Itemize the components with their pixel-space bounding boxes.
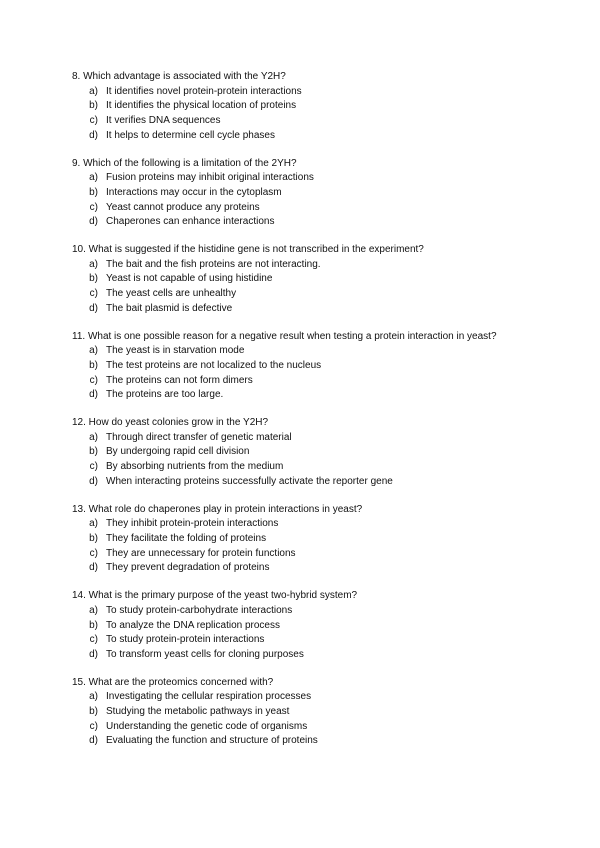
option-letter: c) bbox=[89, 201, 98, 213]
option-text: To study protein-carbohydrate interactions bbox=[106, 604, 293, 616]
answer-options bbox=[72, 171, 532, 230]
option-letter: d) bbox=[89, 302, 98, 314]
option-text: The bait and the fish proteins are not interacting. bbox=[106, 258, 321, 270]
option-text: Understanding the genetic code of organisms bbox=[106, 720, 308, 732]
answer-option bbox=[72, 604, 532, 619]
option-text: The yeast cells are unhealthy bbox=[106, 288, 237, 300]
question-text: 15. What are the proteomics concerned with? bbox=[72, 676, 274, 688]
answer-option bbox=[72, 302, 532, 317]
option-letter: d) bbox=[89, 735, 98, 747]
question-text: 10. What is suggested if the histidine gene is not transcribed in the experiment? bbox=[72, 244, 424, 256]
option-letter: d) bbox=[89, 648, 98, 660]
answer-options bbox=[72, 604, 532, 663]
answer-option bbox=[72, 171, 532, 186]
option-letter: b) bbox=[89, 532, 98, 544]
answer-option bbox=[72, 460, 532, 475]
option-text: Fusion proteins may inhibit original interactions bbox=[106, 172, 314, 184]
answer-option bbox=[72, 85, 532, 100]
option-text: It identifies novel protein-protein interactions bbox=[106, 85, 302, 97]
answer-option bbox=[72, 445, 532, 460]
option-letter: c) bbox=[89, 288, 98, 300]
answer-option bbox=[72, 374, 532, 389]
answer-options bbox=[72, 258, 532, 317]
option-letter: d) bbox=[89, 129, 98, 141]
question-text: 12. How do yeast colonies grow in the Y2H? bbox=[72, 417, 269, 429]
answer-option bbox=[72, 114, 532, 129]
option-letter: b) bbox=[89, 100, 98, 112]
option-letter: a) bbox=[89, 85, 98, 97]
option-letter: d) bbox=[89, 475, 98, 487]
answer-option bbox=[72, 186, 532, 201]
question-block bbox=[72, 330, 532, 404]
question-text: 13. What role do chaperones play in protein interactions in yeast? bbox=[72, 503, 363, 515]
option-text: To analyze the DNA replication process bbox=[106, 619, 280, 631]
option-letter: a) bbox=[89, 258, 98, 270]
option-text: They facilitate the folding of proteins bbox=[106, 532, 267, 544]
option-text: The yeast is in starvation mode bbox=[106, 345, 245, 357]
answer-option bbox=[72, 532, 532, 547]
option-text: Yeast is not capable of using histidine bbox=[106, 273, 273, 285]
option-text: By undergoing rapid cell division bbox=[106, 446, 250, 458]
option-text: Evaluating the function and structure of proteins bbox=[106, 735, 318, 747]
question-text: 8. Which advantage is associated with the Y2H? bbox=[72, 71, 286, 82]
answer-options bbox=[72, 517, 532, 576]
option-letter: d) bbox=[89, 562, 98, 574]
answer-option bbox=[72, 619, 532, 634]
option-text: To transform yeast cells for cloning purposes bbox=[106, 648, 304, 660]
answer-options bbox=[72, 85, 532, 144]
option-text: To study protein-protein interactions bbox=[106, 634, 265, 646]
answer-option bbox=[72, 547, 532, 562]
answer-option bbox=[72, 720, 532, 735]
question-block bbox=[72, 243, 532, 317]
option-text: It verifies DNA sequences bbox=[106, 115, 221, 127]
option-letter: d) bbox=[89, 216, 98, 228]
option-text: The test proteins are not localized to the nucleus bbox=[106, 359, 322, 371]
answer-option bbox=[72, 99, 532, 114]
option-text: When interacting proteins successfully activate the reporter gene bbox=[106, 475, 393, 487]
answer-option bbox=[72, 359, 532, 374]
answer-option bbox=[72, 561, 532, 576]
question-block bbox=[72, 503, 532, 577]
answer-option bbox=[72, 633, 532, 648]
question-block bbox=[72, 676, 532, 750]
option-letter: a) bbox=[89, 345, 98, 357]
answer-option bbox=[72, 272, 532, 287]
option-letter: c) bbox=[89, 547, 98, 559]
option-letter: b) bbox=[89, 446, 98, 458]
option-letter: b) bbox=[89, 273, 98, 285]
option-text: They prevent degradation of proteins bbox=[106, 562, 270, 574]
option-letter: c) bbox=[89, 374, 98, 386]
answer-options bbox=[72, 431, 532, 490]
option-letter: d) bbox=[89, 389, 98, 401]
option-letter: b) bbox=[89, 186, 98, 198]
option-letter: a) bbox=[89, 518, 98, 530]
option-letter: b) bbox=[89, 619, 98, 631]
option-text: The bait plasmid is defective bbox=[106, 302, 233, 314]
option-text: Through direct transfer of genetic material bbox=[106, 431, 292, 443]
option-text: It helps to determine cell cycle phases bbox=[106, 129, 275, 141]
question-block bbox=[72, 416, 532, 490]
answer-option bbox=[72, 648, 532, 663]
option-letter: b) bbox=[89, 359, 98, 371]
option-letter: c) bbox=[89, 720, 98, 732]
answer-option bbox=[72, 388, 532, 403]
option-text: Investigating the cellular respiration processes bbox=[106, 691, 312, 703]
option-text: Chaperones can enhance interactions bbox=[106, 216, 275, 228]
question-list bbox=[72, 70, 532, 762]
question-text: 9. Which of the following is a limitation of the 2YH? bbox=[72, 157, 297, 169]
option-text: The proteins are too large. bbox=[106, 389, 224, 401]
option-letter: c) bbox=[89, 634, 98, 646]
option-text: By absorbing nutrients from the medium bbox=[106, 461, 284, 473]
option-text: Interactions may occur in the cytoplasm bbox=[106, 186, 282, 198]
question-block bbox=[72, 70, 532, 144]
answer-option bbox=[72, 475, 532, 490]
option-text: Yeast cannot produce any proteins bbox=[106, 201, 260, 213]
question-text: 14. What is the primary purpose of the yeast two-hybrid system? bbox=[72, 590, 358, 602]
option-text: They inhibit protein-protein interactions bbox=[106, 518, 279, 530]
option-text: They are unnecessary for protein functions bbox=[106, 547, 296, 559]
answer-option bbox=[72, 215, 532, 230]
answer-options bbox=[72, 344, 532, 403]
answer-option bbox=[72, 734, 532, 749]
answer-option bbox=[72, 705, 532, 720]
question-text: 11. What is one possible reason for a negative result when testing a protein interaction in yeast? bbox=[72, 330, 497, 342]
option-text: Studying the metabolic pathways in yeast bbox=[106, 706, 290, 718]
answer-option bbox=[72, 258, 532, 273]
answer-options bbox=[72, 690, 532, 749]
option-text: It identifies the physical location of proteins bbox=[106, 100, 297, 112]
option-letter: a) bbox=[89, 604, 98, 616]
answer-option bbox=[72, 287, 532, 302]
question-block bbox=[72, 157, 532, 231]
answer-option bbox=[72, 129, 532, 144]
option-letter: a) bbox=[89, 172, 98, 184]
answer-option bbox=[72, 201, 532, 216]
option-letter: a) bbox=[89, 691, 98, 703]
answer-option bbox=[72, 344, 532, 359]
option-letter: c) bbox=[89, 461, 98, 473]
answer-option bbox=[72, 431, 532, 446]
option-letter: c) bbox=[89, 115, 98, 127]
option-letter: a) bbox=[89, 431, 98, 443]
answer-option bbox=[72, 690, 532, 705]
option-text: The proteins can not form dimers bbox=[106, 374, 253, 386]
option-letter: b) bbox=[89, 706, 98, 718]
answer-option bbox=[72, 517, 532, 532]
question-block bbox=[72, 589, 532, 663]
